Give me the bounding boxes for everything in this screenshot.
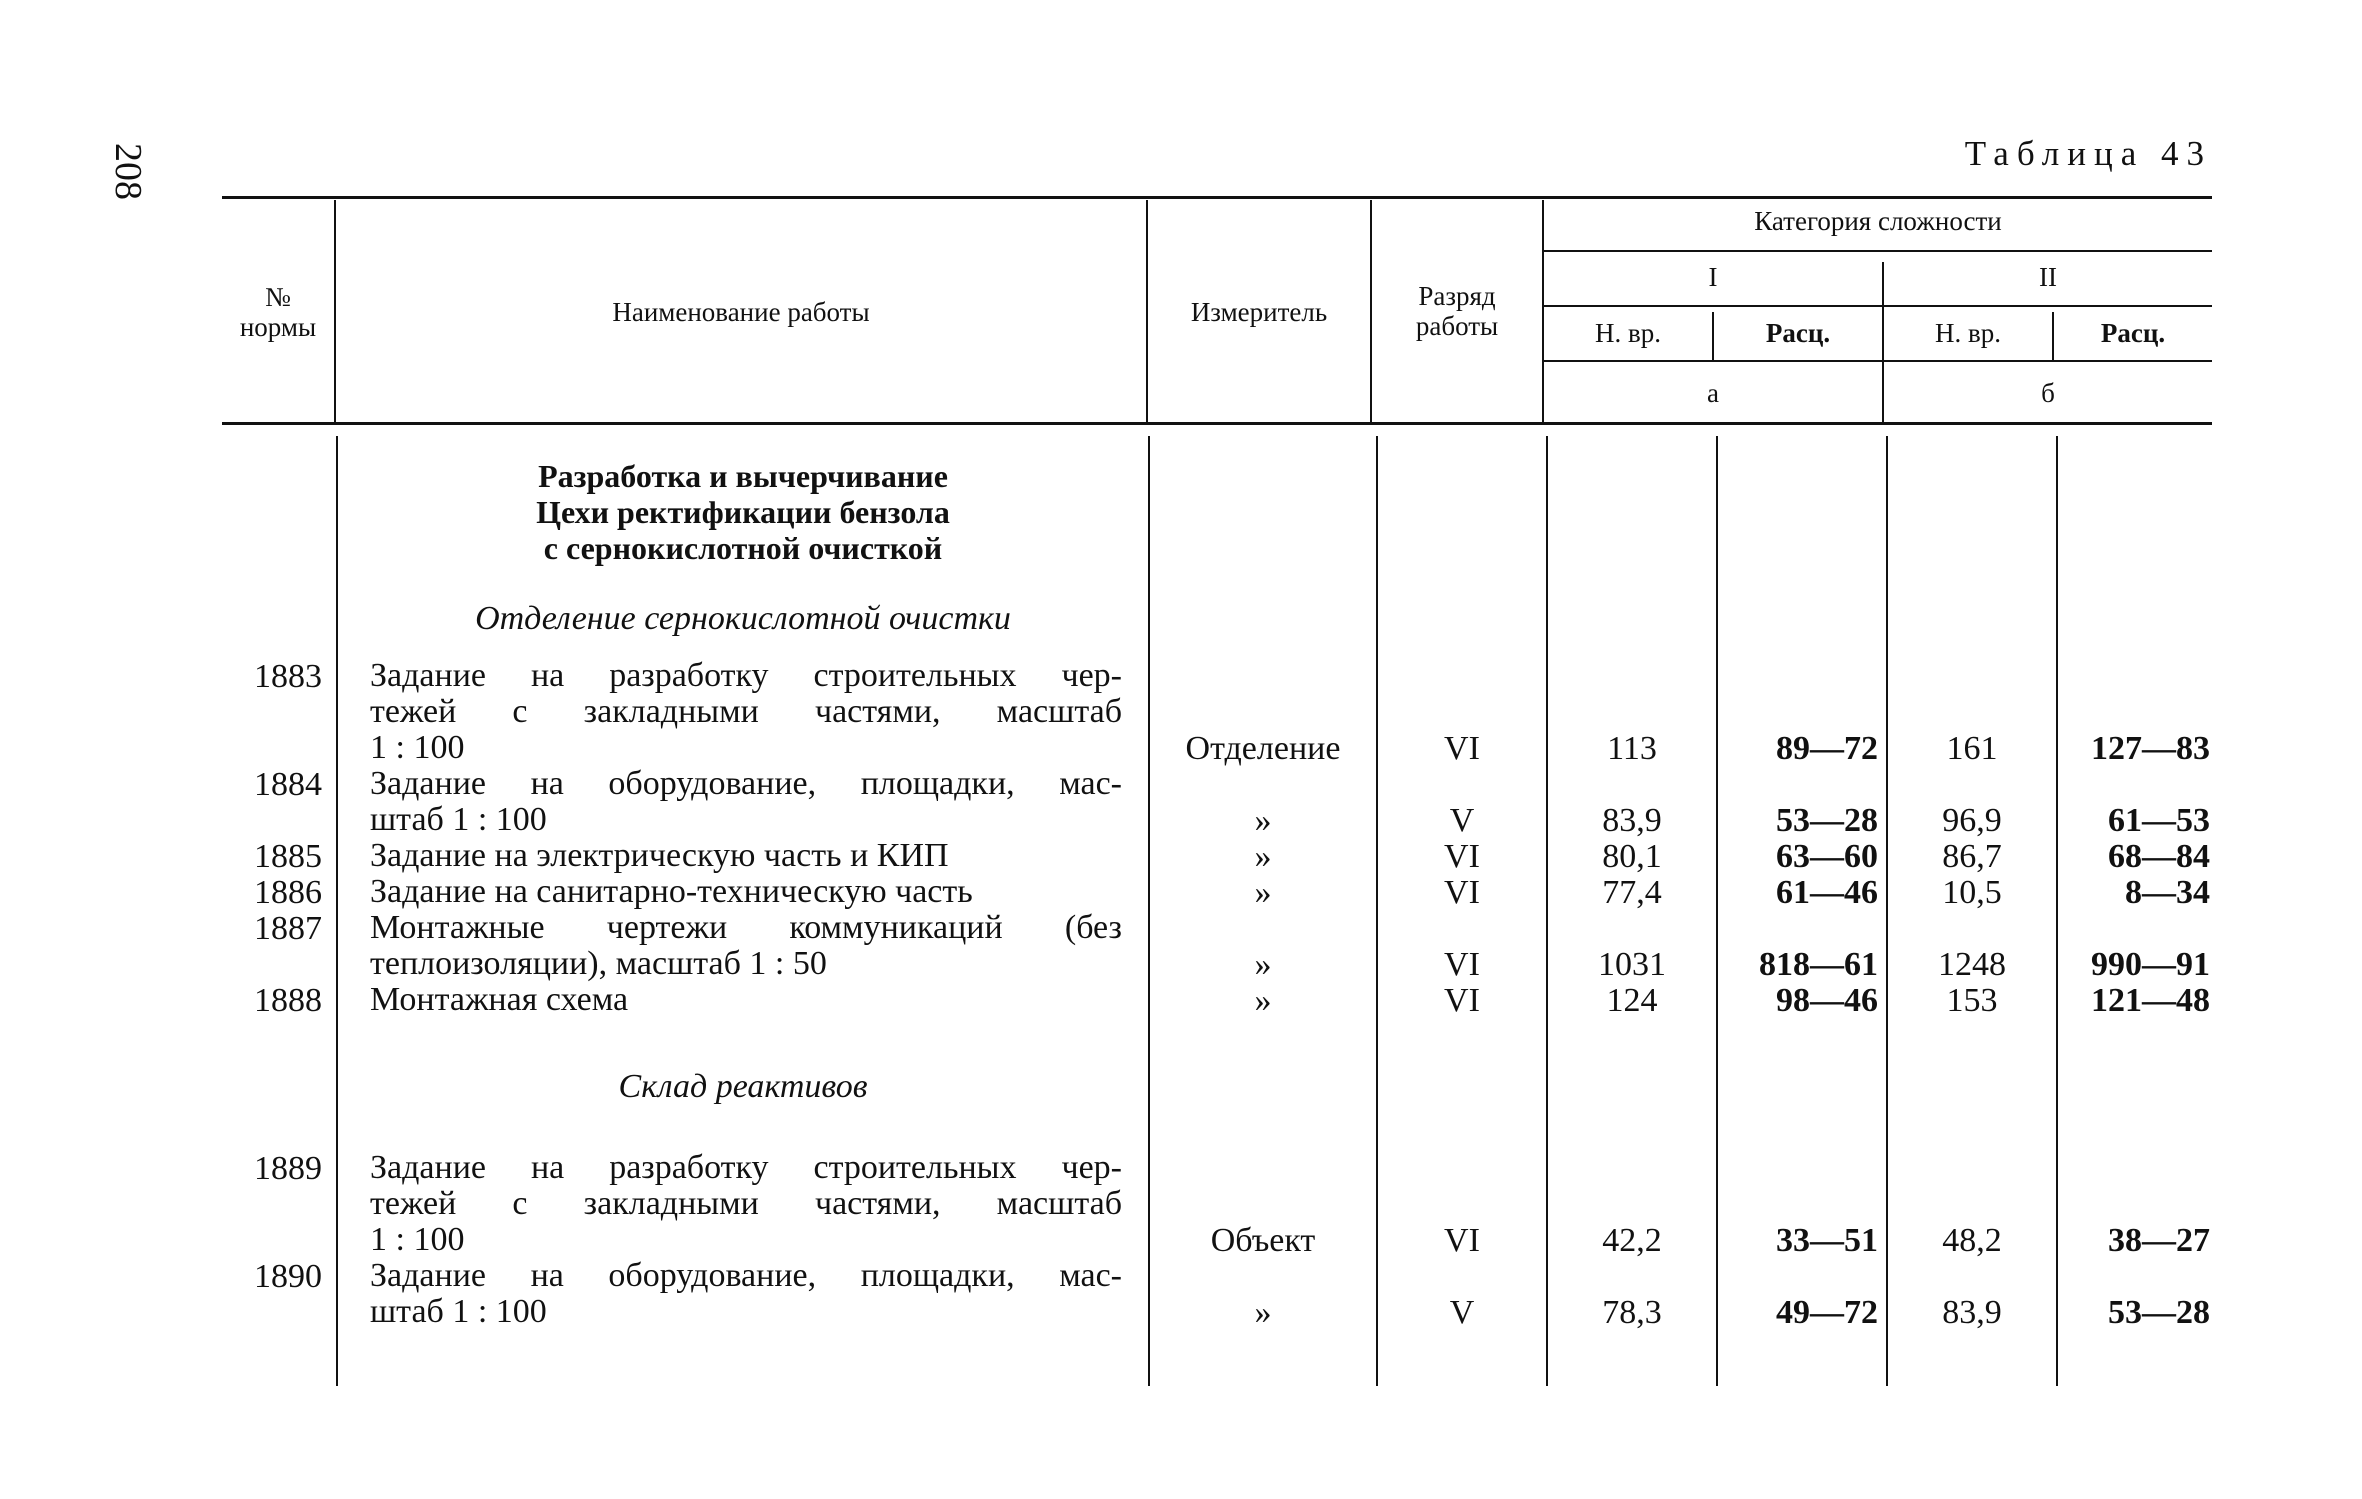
work-name-line: теплоизоляции), масштаб 1 : 50 [370,945,827,982]
nvr-2-cell: 83,9 [1942,1294,2002,1331]
norm-number: 1885 [254,838,322,875]
hdr-cat-2: II [2039,262,2057,292]
unit-cell: Объект [1210,1222,1316,1259]
nvr-1-cell: 80,1 [1602,838,1662,875]
work-name [370,982,1122,1018]
work-name-line: тежей с закладными частями, масштаб [370,1185,1122,1222]
work-name-line: 1 : 100 [370,729,465,766]
body-divider-1 [336,436,338,1386]
work-name [370,658,1122,766]
rasc-2-cell: 38—27 [2108,1222,2210,1259]
header-bottom-rule [222,422,2212,425]
work-name-line: Задание на разработку строительных чер- [370,657,1122,694]
hdr-rasc-1: Расц. [1765,318,1831,348]
page-number: 208 [107,143,149,200]
unit-cell: » [1254,982,1272,1019]
norm-number: 1889 [254,1150,322,1187]
table-title: Таблица 43 [1964,134,2212,173]
section-title-1: Разработка и вычерчивание [538,458,948,494]
unit-cell: » [1254,838,1272,875]
work-name-line: штаб 1 : 100 [370,1293,547,1330]
work-name-line: 1 : 100 [370,1221,465,1258]
norm-number: 1886 [254,874,322,911]
hdr-grade-1: Разряд [1418,281,1496,311]
grade-cell: VI [1444,946,1480,983]
rasc-1-cell: 89—72 [1776,730,1878,767]
category-rule [1542,250,2212,252]
work-name [370,838,1122,874]
unit-cell: » [1254,874,1272,911]
grade-cell: VI [1444,982,1480,1019]
nvr-2-cell: 1248 [1938,946,2006,983]
work-name [370,874,1122,910]
work-name-line: штаб 1 : 100 [370,801,547,838]
rasc-2-cell: 68—84 [2108,838,2210,875]
rasc-2-cell: 53—28 [2108,1294,2210,1331]
hdr-sub-a: а [1707,378,1719,408]
grade-cell: VI [1444,730,1480,767]
work-name [370,1258,1122,1330]
section-title-2: Цехи ректификации бензола [536,494,950,530]
subsection-title-1: Отделение сернокислотной очистки [475,600,1011,637]
work-name-line: Задание на разработку строительных чер- [370,1149,1122,1186]
rasc-2-cell: 121—48 [2091,982,2210,1019]
nvr-1-cell: 83,9 [1602,802,1662,839]
nvr-rule [1542,360,2212,362]
grade-cell: VI [1444,1222,1480,1259]
rasc-1-cell: 818—61 [1759,946,1878,983]
unit-cell: » [1254,1294,1272,1331]
rasc-2-cell: 990—91 [2091,946,2210,983]
unit-cell: » [1254,946,1272,983]
hdr-nvr-2: Н. вр. [1935,318,2001,348]
work-name [370,910,1122,982]
rasc-1-cell: 61—46 [1776,874,1878,911]
work-name-line: Задание на электрическую часть и КИП [370,837,949,874]
nvr-1-cell: 78,3 [1602,1294,1662,1331]
nvr-1-cell: 113 [1607,730,1657,767]
grade-cell: VI [1444,874,1480,911]
hdr-category: Категория сложности [1754,206,2002,236]
rasc-1-cell: 49—72 [1776,1294,1878,1331]
rasc-1-cell: 63—60 [1776,838,1878,875]
hdr-num-1: № [265,282,291,312]
hdr-name: Наименование работы [612,297,870,327]
work-name-line: Задание на санитарно-техническую часть [370,873,973,910]
nvr-2-cell: 161 [1946,730,1998,767]
rasc-2-cell: 8—34 [2125,874,2210,911]
nvr-2-cell: 48,2 [1942,1222,2002,1259]
nvr-1-cell: 124 [1606,982,1658,1019]
hdr-nvr-1: Н. вр. [1595,318,1661,348]
hdr-sub-b: б [2041,378,2055,408]
section-title-3: с сернокислотной очисткой [543,530,943,566]
rasc-1-cell: 98—46 [1776,982,1878,1019]
rasc-1-cell: 33—51 [1776,1222,1878,1259]
hdr-num-2: нормы [239,312,317,342]
cat-roman-rule [1542,305,2212,307]
nvr-1-cell: 1031 [1598,946,1666,983]
work-name [370,766,1122,838]
norm-number: 1887 [254,910,322,947]
grade-cell: VI [1444,838,1480,875]
norm-number: 1890 [254,1258,322,1295]
norm-number: 1888 [254,982,322,1019]
table-top-rule [222,196,2212,199]
hdr-grade-2: работы [1415,311,1499,341]
hdr-cat-1: I [1708,262,1718,292]
nvr-2-cell: 10,5 [1942,874,2002,911]
nvr-1-cell: 77,4 [1602,874,1662,911]
rasc-2-cell: 127—83 [2091,730,2210,767]
work-name-line: тежей с закладными частями, масштаб [370,693,1122,730]
hdr-rasc-2: Расц. [2100,318,2166,348]
nvr-2-cell: 96,9 [1942,802,2002,839]
nvr-2-cell: 153 [1946,982,1998,1019]
grade-cell: V [1449,1294,1475,1331]
nvr-1-cell: 42,2 [1602,1222,1662,1259]
work-name-line: Задание на оборудование, площадки, мас- [370,765,1122,802]
work-name-line: Задание на оборудование, площадки, мас- [370,1257,1122,1294]
unit-cell: » [1254,802,1272,839]
rasc-2-cell: 61—53 [2108,802,2210,839]
work-name-line: Монтажная схема [370,981,629,1018]
grade-cell: V [1449,802,1475,839]
work-name-line: Монтажные чертежи коммуникаций (без [370,909,1122,946]
nvr-2-cell: 86,7 [1942,838,2002,875]
norm-number: 1884 [254,766,322,803]
subsection-title-2: Склад реактивов [618,1068,868,1105]
work-name [370,1150,1122,1258]
hdr-unit: Измеритель [1190,297,1328,327]
norm-number: 1883 [254,658,322,695]
rasc-1-cell: 53—28 [1776,802,1878,839]
unit-cell: Отделение [1185,730,1341,767]
